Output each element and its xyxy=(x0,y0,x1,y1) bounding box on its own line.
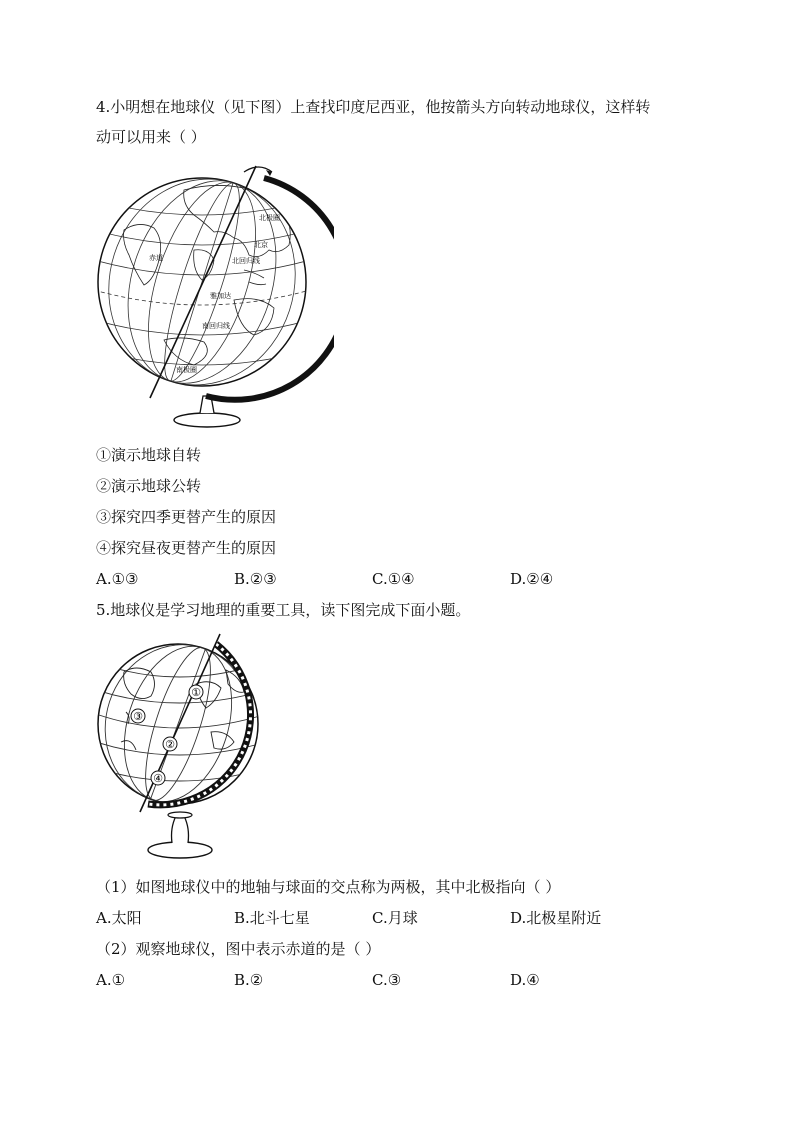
svg-text:①: ① xyxy=(191,686,201,699)
marker-2 xyxy=(163,737,177,751)
q4-statement-2: ②演示地球公转 xyxy=(96,477,202,495)
label-tropic-capricorn: 南回归线 xyxy=(202,322,230,330)
label-antarctic: 南极圈 xyxy=(176,366,197,374)
label-tropic-cancer: 北回归线 xyxy=(232,257,260,265)
q4-option-a[interactable]: A.①③ xyxy=(96,570,139,588)
q4-option-c[interactable]: C.①④ xyxy=(372,570,415,588)
label-arctic: 北极圈 xyxy=(259,214,280,222)
q5-sub1-option-d[interactable]: D.北极星附近 xyxy=(510,909,602,927)
q5-stem: 5.地球仪是学习地理的重要工具，读下图完成下面小题。 xyxy=(96,601,471,619)
q4-option-b[interactable]: B.②③ xyxy=(234,570,277,588)
q5-sub1-option-a[interactable]: A.太阳 xyxy=(96,909,142,927)
q5-sub1-option-c[interactable]: C.月球 xyxy=(372,909,418,927)
marker-3 xyxy=(131,709,145,723)
globe-figure-q4 xyxy=(94,160,334,432)
q4-statement-3: ③探究四季更替产生的原因 xyxy=(96,508,277,526)
svg-text:②: ② xyxy=(165,738,175,751)
globe-base xyxy=(148,842,212,858)
q5-sub1-stem: （1）如图地球仪中的地轴与球面的交点称为两极，其中北极指向（ ） xyxy=(96,878,561,896)
label-jakarta: 雅加达 xyxy=(210,292,231,300)
q4-statement-1: ①演示地球自转 xyxy=(96,446,202,464)
globe-base xyxy=(174,413,240,427)
marker-4 xyxy=(151,771,165,785)
q4-stem-line1: 4.小明想在地球仪（见下图）上查找印度尼西亚，他按箭头方向转动地球仪，这样转 xyxy=(96,98,651,116)
q5-sub2-stem: （2）观察地球仪，图中表示赤道的是（ ） xyxy=(96,940,381,958)
globe-figure-q5 xyxy=(96,632,276,864)
q4-statement-4: ④探究昼夜更替产生的原因 xyxy=(96,539,277,557)
q5-sub2-option-d[interactable]: D.④ xyxy=(510,971,540,989)
q5-sub2-option-a[interactable]: A.① xyxy=(96,971,126,989)
q4-stem-line2: 动可以用来（ ） xyxy=(96,128,206,146)
svg-text:③: ③ xyxy=(133,710,143,723)
q5-sub1-option-b[interactable]: B.北斗七星 xyxy=(234,909,310,927)
q4-option-d[interactable]: D.②④ xyxy=(510,570,554,588)
label-beijing: 北京 xyxy=(254,241,268,249)
q5-sub2-option-c[interactable]: C.③ xyxy=(372,971,402,989)
marker-1 xyxy=(189,685,203,699)
svg-text:④: ④ xyxy=(153,772,163,785)
label-equator: 赤道 xyxy=(149,254,163,262)
q5-sub2-option-b[interactable]: B.② xyxy=(234,971,264,989)
